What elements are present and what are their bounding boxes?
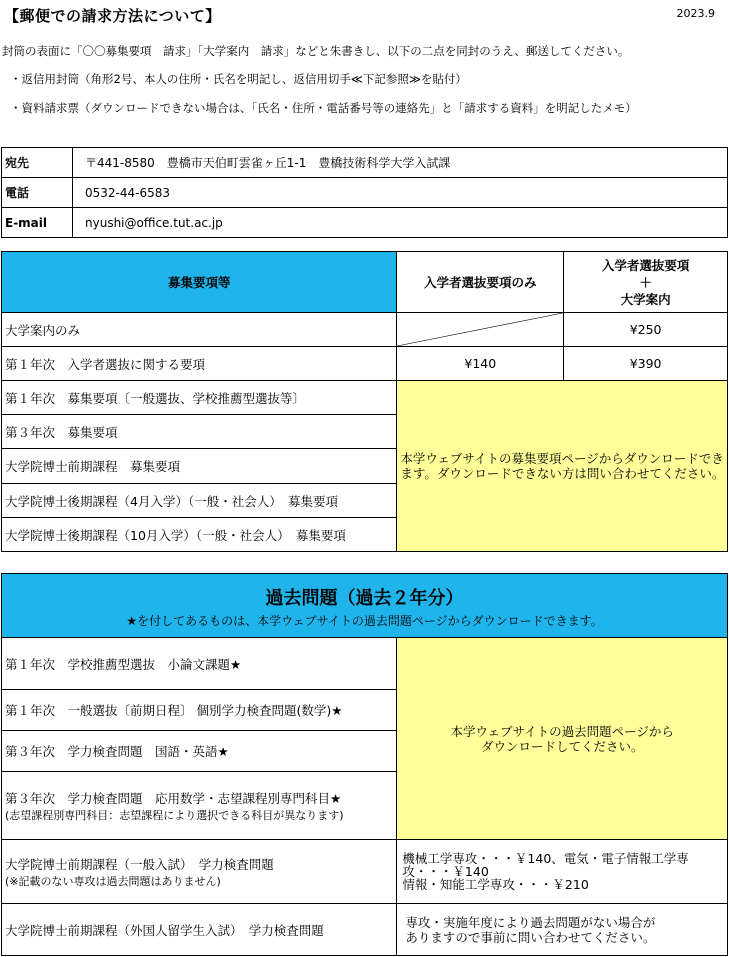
fees-header-col2-line3: 大学案内 — [620, 291, 671, 307]
past-price-note — [397, 840, 728, 904]
fees-header-col2-line1: 入学者選抜要項 — [601, 257, 690, 273]
fees-header-col2 — [564, 252, 728, 313]
past-download-note — [397, 638, 728, 840]
table-row — [2, 313, 728, 347]
past-download-note-line1: 本学ウェブサイトの過去問題ページから — [450, 723, 674, 739]
fees-cell-price: ¥390 — [564, 347, 728, 381]
fees-row-label: 大学院博士前期課程 募集要項 — [2, 449, 397, 484]
table-row — [2, 347, 728, 381]
contact-row-phone — [2, 178, 728, 208]
contact-value-email[interactable]: nyushi@office.tut.ac.jp — [73, 208, 728, 238]
contact-value-phone: 0532-44-6583 — [73, 178, 728, 208]
fees-header-col1: 入学者選抜要項のみ — [397, 252, 564, 313]
fees-cell-not-applicable — [397, 313, 564, 347]
contact-label: 宛先 — [2, 148, 73, 178]
fees-header-col2-line2: ＋ — [639, 274, 652, 290]
past-inquiry-line1: 専攻・実施年度により過去問題がない場合が — [405, 914, 656, 930]
fees-header-main: 募集要項等 — [2, 252, 397, 313]
past-row-cell — [2, 840, 397, 904]
past-row-label: 大学院博士前期課程（外国人留学生入試） 学力検査問題 — [2, 904, 397, 956]
table-row — [2, 904, 728, 956]
fees-row-label: 第３年次 募集要項 — [2, 415, 397, 449]
table-row — [2, 840, 728, 904]
past-inquiry-note — [397, 904, 728, 956]
contact-table — [1, 147, 728, 238]
fees-download-note: 本学ウェブサイトの募集要項ページからダウンロードできます。ダウンロードできない方は問い合わせてください。 — [397, 381, 728, 552]
past-price-line1: 機械工学専攻・・・￥140、電気・電子情報工学専攻・・・￥140 — [402, 851, 689, 879]
past-exams-title: 過去問題（過去２年分） — [265, 588, 464, 609]
past-row-label: 第１年次 一般選抜〔前期日程〕 個別学力検査問題(数学)★ — [2, 690, 397, 731]
instruction-intro: 封筒の表面に「〇〇募集要項 請求」「大学案内 請求」などと朱書きし、以下の二点を同封のうえ、郵送してください。 — [2, 44, 630, 58]
past-exams-table — [1, 637, 728, 956]
contact-label: E-mail — [2, 208, 73, 238]
diagonal-line-icon — [397, 313, 563, 346]
fees-cell-price: ¥140 — [397, 347, 564, 381]
page-title: 【郵便での請求方法について】 — [4, 7, 221, 25]
contact-value-address: 〒441-8580 豊橋市天伯町雲雀ヶ丘1-1 豊橋技術科学大学入試課 — [73, 148, 728, 178]
past-inquiry-line2: ありますので事前に問い合わせてください。 — [405, 929, 656, 945]
fees-row-label: 大学院博士後期課程（4月入学）（一般・社会人） 募集要項 — [2, 484, 397, 518]
fees-row-label: 第１年次 募集要項〔一般選抜、学校推薦型選抜等〕 — [2, 381, 397, 415]
issue-date: 2023.9 — [676, 7, 715, 20]
past-exams-subtitle: ★を付してあるものは、本学ウェブサイトの過去問題ページからダウンロードできます。 — [126, 614, 603, 628]
table-row — [2, 381, 728, 415]
fees-header-row — [2, 252, 728, 313]
contact-row-email — [2, 208, 728, 238]
past-row-label: 第３年次 学力検査問題 応用数学・志望課程別専門科目★ — [5, 790, 342, 806]
instruction-item-envelope: ・返信用封筒（角形2号、本人の住所・氏名を明記し、返信用切手≪下記参照≫を貼付） — [10, 72, 467, 86]
contact-label: 電話 — [2, 178, 73, 208]
past-download-note-line2: ダウンロードしてください。 — [480, 738, 644, 754]
past-row-cell — [2, 772, 397, 840]
fees-row-label: 第１年次 入学者選抜に関する要項 — [2, 347, 397, 381]
fees-table — [1, 251, 728, 552]
instruction-item-request-form: ・資料請求票（ダウンロードできない場合は、「氏名・住所・電話番号等の連絡先」と「請求する資料」を明記したメモ） — [10, 101, 637, 115]
fees-cell-price: ¥250 — [564, 313, 728, 347]
past-row-sublabel: (※記載のない専攻は過去問題はありません) — [5, 874, 221, 888]
past-row-label: 大学院博士前期課程（一般入試） 学力検査問題 — [5, 856, 274, 872]
past-row-label: 第３年次 学力検査問題 国語・英語★ — [2, 731, 397, 772]
table-row — [2, 638, 728, 690]
past-row-sublabel: (志望課程別専門科目：志望課程により選択できる科目が異なります) — [5, 808, 344, 822]
past-exams-header — [1, 573, 728, 638]
past-row-label: 第１年次 学校推薦型選抜 小論文課題★ — [2, 638, 397, 690]
contact-row-address — [2, 148, 728, 178]
past-price-line2: 情報・知能工学専攻・・・￥210 — [402, 877, 589, 892]
fees-row-label: 大学案内のみ — [2, 313, 397, 347]
fees-row-label: 大学院博士後期課程（10月入学）（一般・社会人） 募集要項 — [2, 518, 397, 552]
